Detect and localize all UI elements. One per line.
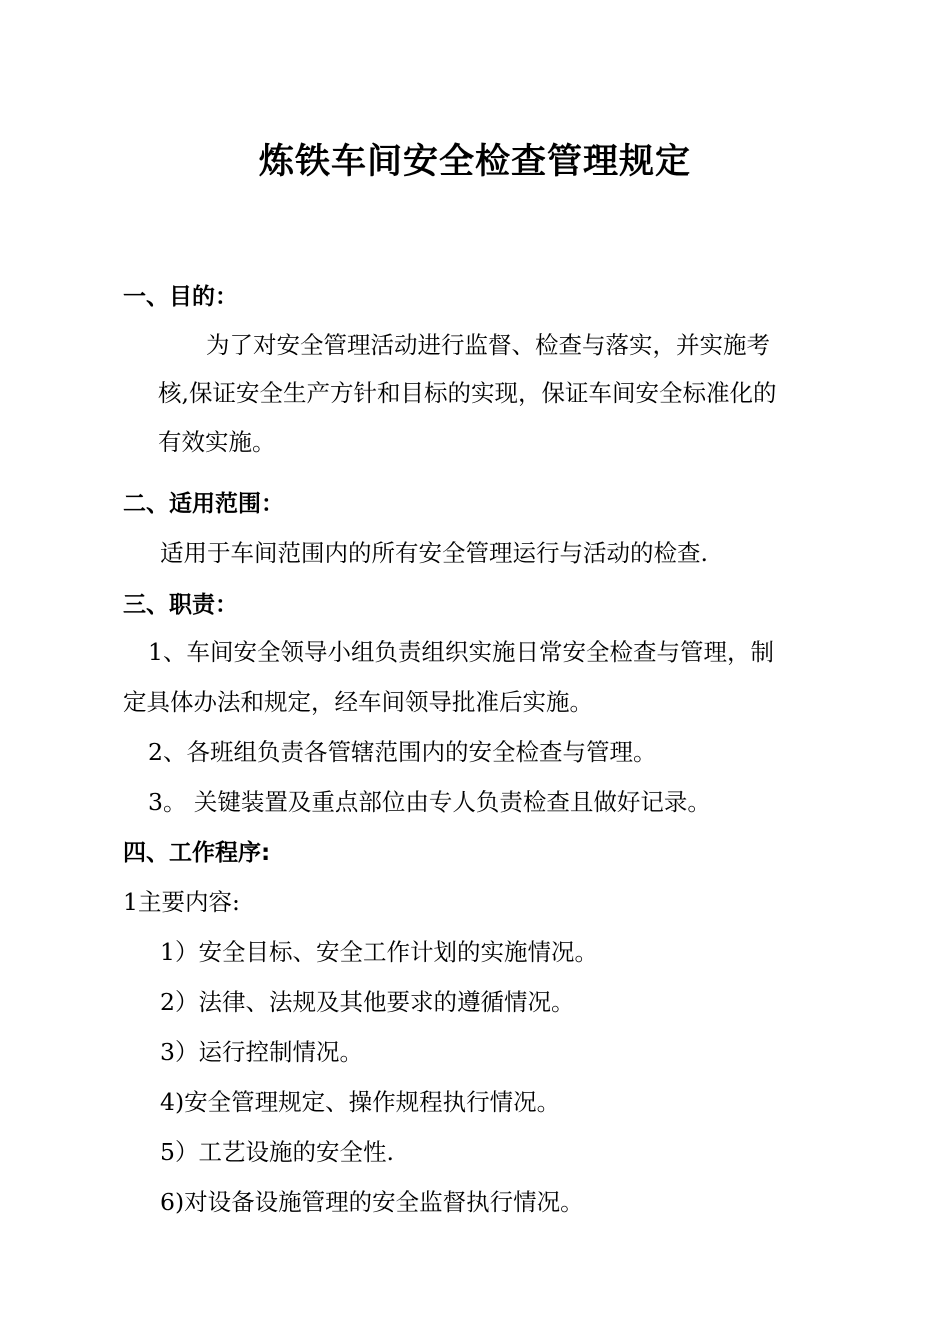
paragraph-line: 核,保证安全生产方针和目标的实现，保证车间安全标准化的 <box>158 379 777 407</box>
section-heading-procedure: 四、工作程序: <box>123 840 271 866</box>
subheading-main-content: 1主要内容: <box>123 888 240 916</box>
paragraph-line: 为了对安全管理活动进行监督、检查与落实，并实施考 <box>206 331 770 359</box>
list-item: 3）运行控制情况。 <box>160 1038 363 1066</box>
list-item: 1、车间安全领导小组负责组织实施日常安全检查与管理，制 <box>148 638 774 666</box>
list-item: 5）工艺设施的安全性. <box>160 1138 394 1166</box>
section-heading-responsibilities: 三、职责： <box>123 592 238 618</box>
section-heading-purpose: 一、目的： <box>123 284 238 310</box>
paragraph-line: 有效实施。 <box>158 428 276 456</box>
section-heading-scope: 二、适用范围： <box>123 491 284 517</box>
document-title: 炼铁车间安全检查管理规定 <box>258 142 691 182</box>
list-item: 6)对设备设施管理的安全监督执行情况。 <box>160 1188 584 1216</box>
list-item: 2、各班组负责各管辖范围内的安全检查与管理。 <box>148 738 657 766</box>
list-item: 1）安全目标、安全工作计划的实施情况。 <box>160 938 598 966</box>
list-item: 4)安全管理规定、操作规程执行情况。 <box>160 1088 561 1116</box>
paragraph-line: 适用于车间范围内的所有安全管理运行与活动的检查. <box>160 539 708 567</box>
list-item: 2）法律、法规及其他要求的遵循情况。 <box>160 988 575 1016</box>
list-item: 3。 关键装置及重点部位由专人负责检查且做好记录。 <box>148 788 711 816</box>
list-item-continuation: 定具体办法和规定，经车间领导批准后实施。 <box>123 688 593 716</box>
